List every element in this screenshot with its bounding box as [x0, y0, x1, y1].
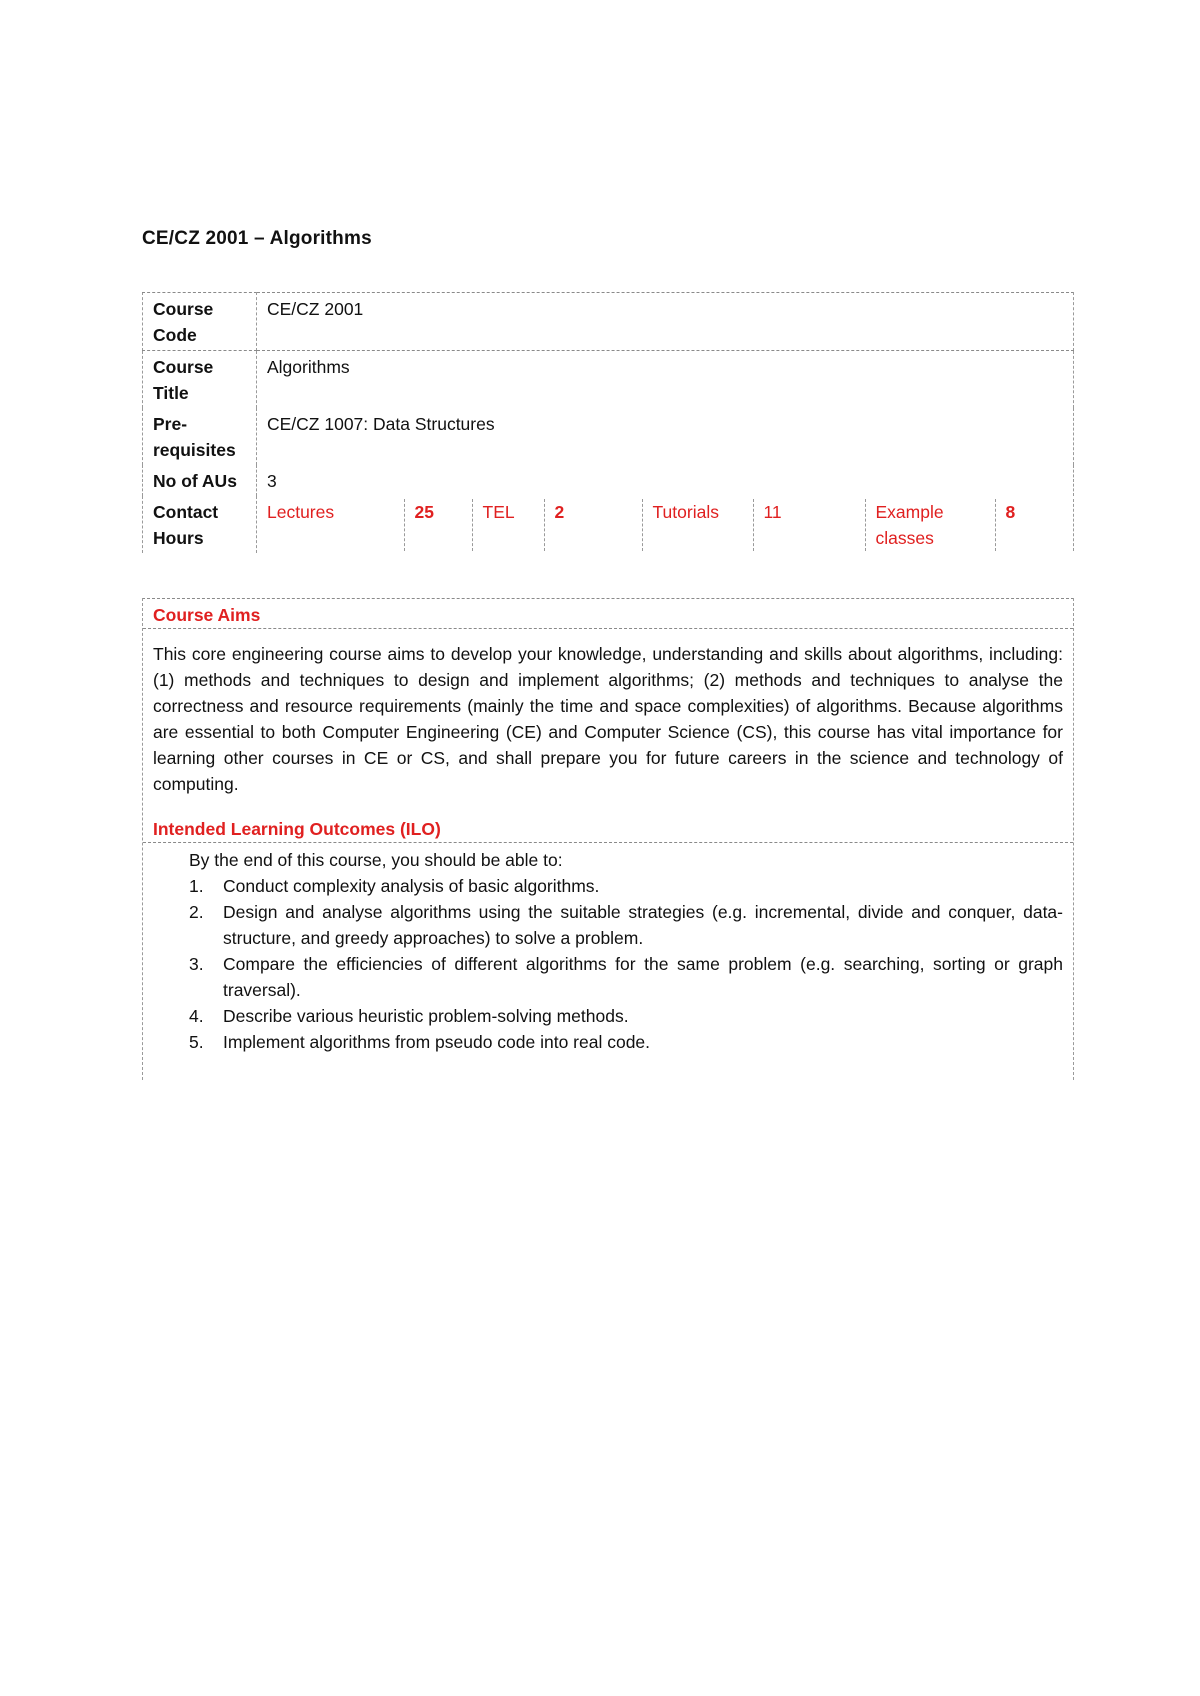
ilo-number: 2.: [189, 902, 204, 922]
contact-hours-row: [143, 496, 1074, 553]
ilo-intro: By the end of this course, you should be able to:: [189, 850, 563, 870]
contact-lectures-label: Lectures: [267, 499, 404, 551]
ilo-text: Conduct complexity analysis of basic algorithms.: [223, 876, 600, 896]
contact-hours-cell: [257, 496, 1074, 553]
contact-tel-value: 2: [544, 499, 642, 551]
prereq-label: Pre-requisites: [143, 408, 257, 465]
ilo-heading: Intended Learning Outcomes (ILO): [153, 819, 441, 839]
page-title: CE/CZ 2001 – Algorithms: [142, 228, 372, 249]
ilo-text: Describe various heuristic problem-solving methods.: [223, 1006, 629, 1026]
list-item: [189, 951, 1063, 1003]
contact-hours-label: Contact Hours: [143, 496, 257, 553]
course-code-value: CE/CZ 2001: [257, 293, 1074, 351]
ilo-text: Design and analyse algorithms using the suitable strategies (e.g. incremental, divide and conquer, data-structure, and greedy approaches) to solve a problem.: [223, 902, 1063, 948]
list-item: [189, 1003, 1063, 1029]
ilo-text: Implement algorithms from pseudo code into real code.: [223, 1032, 651, 1052]
course-aims-box: [142, 598, 1074, 1080]
aus-value: 3: [257, 465, 1074, 496]
contact-tutorials-label: Tutorials: [642, 499, 753, 551]
course-code-row: [143, 293, 1074, 351]
aus-row: [143, 465, 1074, 496]
ilo-list: [143, 873, 1073, 1055]
contact-example-classes-label: Example classes: [865, 499, 995, 551]
course-aims-heading: Course Aims: [153, 605, 261, 625]
contact-example-classes-value: 8: [995, 499, 1073, 551]
ilo-text: Compare the efficiencies of different algorithms for the same problem (e.g. searching, sorting or graph traversal).: [223, 954, 1063, 1000]
course-title-label: Course Title: [143, 351, 257, 409]
ilo-number: 3.: [189, 954, 204, 974]
contact-tutorials-value: 11: [753, 499, 865, 551]
ilo-number: 1.: [189, 876, 204, 896]
course-title-value: Algorithms: [257, 351, 1074, 409]
contact-hours-grid: [267, 499, 1074, 551]
ilo-number: 4.: [189, 1006, 204, 1026]
course-info-table: [142, 292, 1074, 553]
contact-tel-label: TEL: [472, 499, 544, 551]
aus-label: No of AUs: [143, 465, 257, 496]
prereq-value: CE/CZ 1007: Data Structures: [257, 408, 1074, 465]
course-code-label: Course Code: [143, 293, 257, 351]
list-item: [189, 873, 1063, 899]
course-title-row: [143, 351, 1074, 409]
contact-lectures-value: 25: [404, 499, 472, 551]
prereq-row: [143, 408, 1074, 465]
list-item: [189, 899, 1063, 951]
course-aims-text: This core engineering course aims to develop your knowledge, understanding and skills about algorithms, including: (1) methods and techniques to design and implement algorithms; (2) methods and techniques to analyse the correctness and resource requirements (mainly the time and space complexities) of algorithms. Because algorithms are essential to both Computer Engineering (CE) and Computer Science (CS), this course has vital importance for learning other courses in CE or CS, and shall prepare you for future careers in the science and technology of computing.: [153, 644, 1063, 794]
ilo-number: 5.: [189, 1032, 204, 1052]
list-item: [189, 1029, 1063, 1055]
